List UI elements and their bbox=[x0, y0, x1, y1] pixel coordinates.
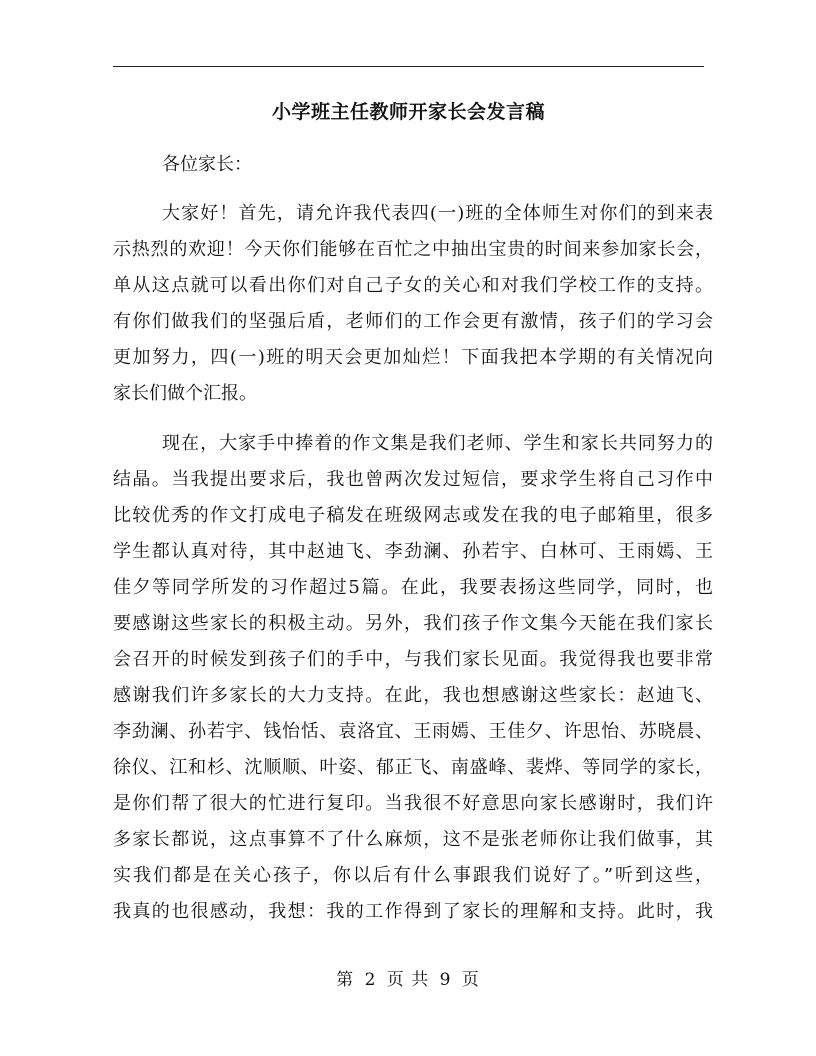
paragraph-line: 佳夕等同学所发的习作超过5篇。在此，我要表扬这些同学，同时，也 bbox=[113, 577, 713, 598]
page-label-suffix: 页 bbox=[461, 970, 480, 990]
page-label-prefix: 第 bbox=[336, 970, 355, 990]
page-footer bbox=[0, 966, 816, 994]
paragraph-line: 我真的也很感动，我想：我的工作得到了家长的理解和支持。此时，我 bbox=[113, 901, 713, 922]
page-label-middle: 页 共 bbox=[386, 970, 430, 990]
paragraph-opening bbox=[113, 196, 713, 412]
page-number-current: 2 bbox=[364, 970, 377, 990]
paragraph-line: 要感谢这些家长的积极主动。另外，我们孩子作文集今天能在我们家长 bbox=[113, 613, 713, 634]
paragraph-line: 家长们做个汇报。 bbox=[113, 383, 257, 404]
paragraph-line: 现在，大家手中捧着的作文集是我们老师、学生和家长共同努力的 bbox=[162, 433, 713, 454]
paragraph-essay-collection bbox=[113, 426, 713, 930]
document-title: 小学班主任教师开家长会发言稿 bbox=[271, 101, 545, 123]
paragraph-line: 大家好！首先，请允许我代表四(一)班的全体师生对你们的到来表 bbox=[162, 203, 713, 224]
paragraph-line: 会召开的时候发到孩子们的手中，与我们家长见面。我觉得我也要非常 bbox=[113, 649, 713, 670]
paragraph-line: 徐仪、江和杉、沈顺顺、叶姿、郁正飞、南盛峰、裴烨、等同学的家长， bbox=[113, 757, 713, 778]
paragraph-line: 感谢我们许多家长的大力支持。在此，我也想感谢这些家长：赵迪飞、 bbox=[113, 685, 713, 706]
page-number-total: 9 bbox=[439, 970, 452, 990]
paragraph-line: 比较优秀的作文打成电子稿发在班级网志或发在我的电子邮箱里，很多 bbox=[113, 505, 713, 526]
paragraph-line: 李劲澜、孙若宇、钱怡恬、袁洛宜、王雨嫣、王佳夕、许思怡、苏晓晨、 bbox=[113, 721, 713, 742]
paragraph-line: 更加努力，四(一)班的明天会更加灿烂！下面我把本学期的有关情况向 bbox=[113, 347, 713, 368]
paragraph-line: 单从这点就可以看出你们对自己子女的关心和对我们学校工作的支持。 bbox=[113, 275, 713, 296]
paragraph-line: 示热烈的欢迎！今天你们能够在百忙之中抽出宝贵的时间来参加家长会， bbox=[113, 239, 713, 260]
paragraph-line: 学生都认真对待，其中赵迪飞、李劲澜、孙若宇、白林可、王雨嫣、王 bbox=[113, 541, 713, 562]
paragraph-line: 有你们做我们的坚强后盾，老师们的工作会更有激情，孩子们的学习会 bbox=[113, 311, 713, 332]
paragraph-line: 结晶。当我提出要求后，我也曾两次发过短信，要求学生将自己习作中 bbox=[113, 469, 713, 490]
header-rule bbox=[113, 66, 704, 67]
paragraph-line: 实我们都是在关心孩子，你以后有什么事跟我们说好了。”听到这些， bbox=[113, 865, 713, 886]
paragraph-line: 多家长都说，这点事算不了什么麻烦，这不是张老师你让我们做事，其 bbox=[113, 829, 713, 850]
greeting: 各位家长： bbox=[162, 154, 252, 175]
paragraph-line: 是你们帮了很大的忙进行复印。当我很不好意思向家长感谢时，我们许 bbox=[113, 793, 713, 814]
